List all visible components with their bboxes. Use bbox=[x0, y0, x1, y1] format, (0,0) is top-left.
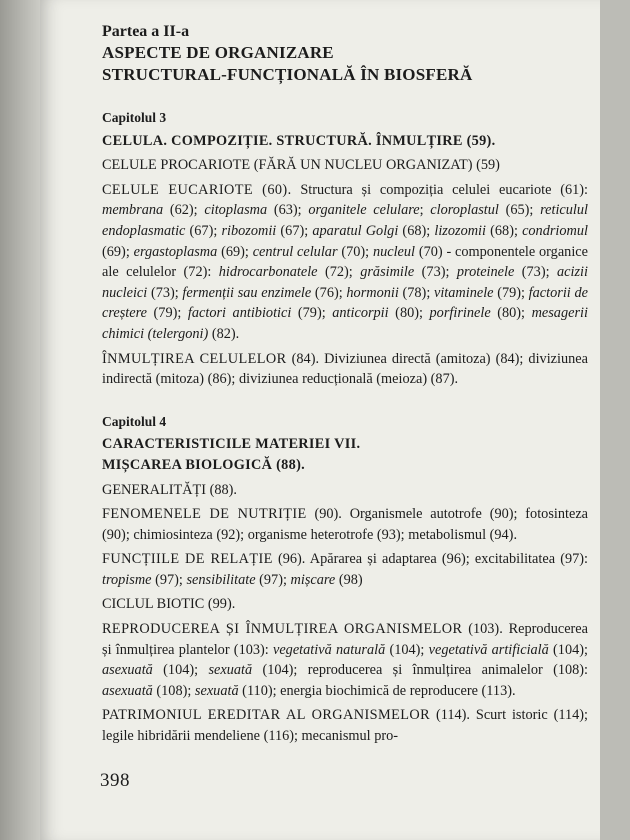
entry-text: (110); energia biochimică de reproducere (113). bbox=[238, 682, 516, 699]
term: mesagerii chimici (telergoni) bbox=[102, 305, 588, 342]
term: sensibilitate bbox=[186, 571, 256, 588]
entry-text: (103). Reproducerea și înmulțirea plantelor (103): bbox=[102, 621, 588, 658]
entry-text: (70); bbox=[337, 243, 373, 260]
term: porfirinele bbox=[429, 305, 491, 322]
entry-heading: CELULE EUCARIOTE (60). bbox=[102, 181, 292, 198]
page-content bbox=[102, 22, 588, 747]
term: asexuată bbox=[102, 682, 153, 699]
entry-text: (65); bbox=[498, 202, 541, 219]
entry-text: (90). Organismele autotrofe (90); fotosinteza (90); chimiosinteza (92); organisme heterotrofe (93); metabolismul (94). bbox=[102, 506, 589, 543]
term: nucleul bbox=[372, 243, 416, 260]
chapter-4-title-line-2: MIȘCAREA BIOLOGICĂ (88). bbox=[102, 456, 306, 473]
entry-heading: FUNCȚIILE DE RELAȚIE bbox=[102, 551, 273, 568]
entry-text: (68); bbox=[486, 222, 523, 239]
term: condriomul bbox=[522, 222, 588, 239]
entry-ciclul-biotic bbox=[102, 594, 588, 615]
entry-text: GENERALITĂȚI (88). bbox=[102, 481, 237, 498]
page-number: 398 bbox=[100, 770, 130, 791]
entry-heading: FENOMENELE DE NUTRIȚIE bbox=[102, 506, 307, 523]
entry-text: (96). Apărarea și adaptarea (96); excitabilitatea (97): bbox=[272, 551, 588, 568]
entry-procariote bbox=[102, 155, 588, 176]
term: factorii de creștere bbox=[102, 284, 588, 322]
chapter-3-title: CELULA. COMPOZIȚIE. STRUCTURĂ. ÎNMULȚIRE (59). bbox=[102, 132, 496, 149]
entry-text: (80); bbox=[490, 305, 532, 322]
entry-text: (79); bbox=[493, 284, 529, 301]
term: aparatul Golgi bbox=[312, 222, 399, 239]
entry-text: (73); bbox=[414, 264, 457, 281]
part-title-line-1: ASPECTE DE ORGANIZARE bbox=[102, 43, 334, 62]
entry-text: (97); bbox=[151, 571, 187, 588]
chapter-4-label: Capitolul 4 bbox=[102, 413, 167, 429]
entry-text: (67); bbox=[276, 222, 313, 239]
term: hormonii bbox=[346, 284, 399, 301]
term: vegetativă artificială bbox=[428, 641, 549, 658]
entry-text: (104); bbox=[152, 662, 209, 679]
entry-text: ; bbox=[419, 202, 431, 219]
term: grăsimile bbox=[360, 264, 415, 281]
term: anticorpii bbox=[332, 305, 389, 322]
term: factori antibiotici bbox=[187, 305, 292, 322]
entry-text: (73); bbox=[147, 284, 183, 301]
term: vitaminele bbox=[433, 284, 494, 301]
entry-eucariote bbox=[102, 180, 588, 345]
part-title-line-2: STRUCTURAL-FUNCȚIONALĂ ÎN BIOSFERĂ bbox=[102, 65, 473, 84]
chapter-4-title-line-1: CARACTERISTICILE MATERIEI VII. bbox=[102, 436, 361, 453]
term: tropisme bbox=[102, 571, 152, 588]
entry-text: (68); bbox=[398, 222, 435, 239]
term: organitele celulare bbox=[308, 202, 420, 219]
book-page bbox=[40, 0, 600, 840]
entry-text: (62); bbox=[163, 202, 205, 219]
entry-text: (98) bbox=[335, 571, 363, 588]
entry-text: Structura și compoziția celulei eucariote (61): bbox=[291, 181, 588, 198]
entry-patrimoniul-ereditar bbox=[102, 705, 588, 746]
entry-heading: ÎNMULȚIREA CELULELOR bbox=[102, 350, 287, 367]
term: ribozomii bbox=[221, 222, 277, 239]
entry-text: (70) - componentele organice ale celulelor (72): bbox=[102, 243, 588, 281]
term: reticulul endoplasmatic bbox=[102, 202, 589, 239]
chapter-3-label: Capitolul 3 bbox=[102, 110, 167, 125]
entry-text: (104); reproducerea și înmulțirea animalelor (108): bbox=[252, 662, 589, 679]
entry-generalitati bbox=[102, 480, 588, 501]
term: vegetativă naturală bbox=[272, 641, 386, 658]
term: mișcare bbox=[290, 571, 336, 588]
term: sexuată bbox=[208, 662, 253, 679]
entry-text: (114). Scurt istoric (114); legile hibridării mendeliene (116); mecanismul pro- bbox=[102, 707, 588, 745]
term: centrul celular bbox=[252, 243, 338, 260]
entry-text: (69); bbox=[217, 243, 253, 260]
term: hidrocarbonatele bbox=[218, 264, 318, 281]
entry-text: (79); bbox=[147, 305, 188, 322]
entry-heading: PATRIMONIUL EREDITAR AL ORGANISMELOR bbox=[102, 707, 431, 724]
entry-functii-relatie bbox=[102, 549, 588, 590]
entry-text: (76); bbox=[311, 284, 347, 301]
entry-text: CICLUL BIOTIC (99). bbox=[102, 596, 236, 613]
entry-text: (79); bbox=[291, 305, 333, 322]
term: cloroplastul bbox=[430, 202, 499, 219]
term: ergastoplasma bbox=[133, 243, 218, 260]
entry-inmultirea-celulelor bbox=[102, 349, 588, 390]
entry-nutritie bbox=[102, 504, 588, 545]
entry-text: (108); bbox=[152, 682, 195, 699]
entry-text: (104); bbox=[385, 641, 429, 658]
entry-heading: REPRODUCEREA ȘI ÎNMULȚIREA ORGANISMELOR bbox=[102, 621, 463, 638]
term: membrana bbox=[102, 202, 164, 219]
term: acizii nucleici bbox=[102, 264, 588, 301]
part-label: Partea a II-a bbox=[102, 23, 190, 40]
entry-text: (82). bbox=[208, 325, 240, 342]
entry-text: (104); bbox=[548, 641, 588, 658]
term: sexuată bbox=[194, 682, 239, 699]
entry-text: (67); bbox=[185, 222, 222, 239]
entry-text: (84). Diviziunea directă (amitoza) (84); diviziunea indirectă (mitoza) (86); diviziunea reducțională (meioza) (87). bbox=[102, 350, 588, 388]
term: fermenții sau enzimele bbox=[182, 284, 312, 301]
entry-text: (69); bbox=[102, 243, 134, 260]
entry-text: (80); bbox=[388, 305, 430, 322]
entry-text: (72); bbox=[317, 264, 361, 281]
term: lizozomii bbox=[434, 222, 486, 239]
entry-text: (73); bbox=[514, 264, 557, 281]
entry-text: (78); bbox=[398, 284, 434, 301]
term: asexuată bbox=[102, 662, 153, 679]
term: citoplasma bbox=[204, 202, 268, 219]
entry-text: (97); bbox=[255, 571, 291, 588]
entry-text: CELULE PROCARIOTE (FĂRĂ UN NUCLEU ORGANIZAT) (59) bbox=[102, 157, 500, 174]
entry-reproducerea bbox=[102, 619, 588, 701]
entry-text: (63); bbox=[267, 202, 309, 219]
term: proteinele bbox=[456, 264, 515, 281]
